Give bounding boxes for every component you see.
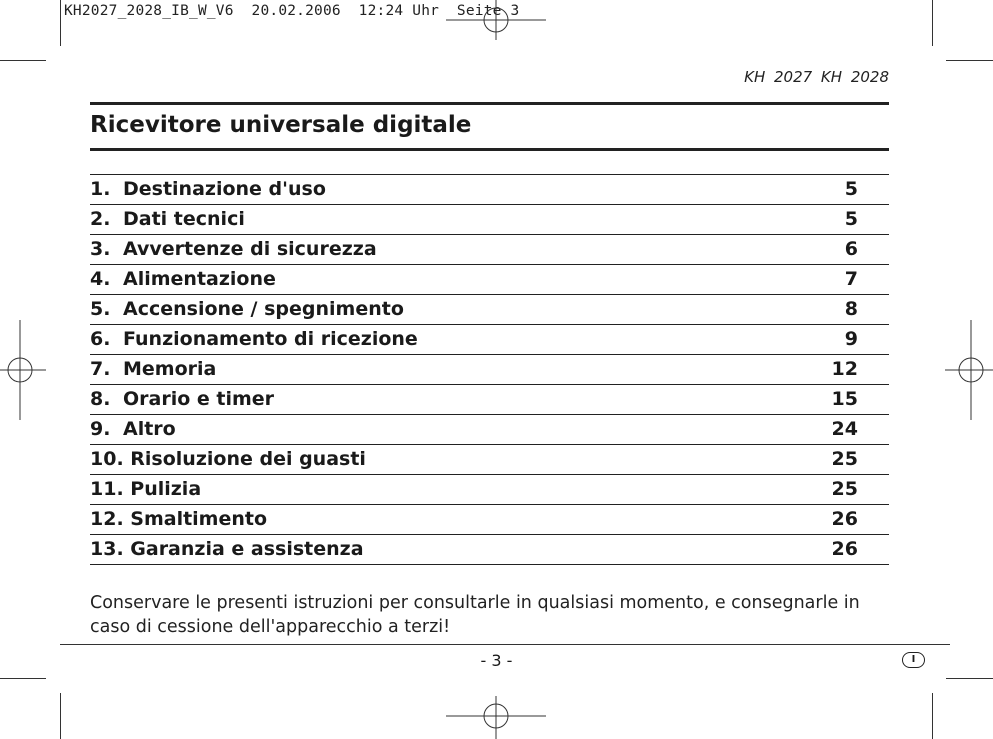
language-badge: I xyxy=(902,652,925,668)
toc-number: 9. xyxy=(90,418,111,440)
registration-mark-bottom xyxy=(446,696,546,739)
toc-page: 24 xyxy=(831,418,858,440)
toc-label: Dati tecnici xyxy=(123,208,245,230)
toc-label: Avvertenze di sicurezza xyxy=(123,238,377,260)
footer-rule xyxy=(60,644,950,645)
toc-row[interactable] xyxy=(90,384,889,414)
toc-page: 26 xyxy=(831,538,858,560)
toc-label: Alimentazione xyxy=(123,268,276,290)
toc-row[interactable] xyxy=(90,534,889,565)
toc-label: 10. Risoluzione dei guasti xyxy=(90,448,366,470)
toc-page: 6 xyxy=(844,238,858,260)
crop-mark-top-right-h xyxy=(946,60,993,61)
crop-mark-bottom-right-v xyxy=(932,693,933,739)
registration-mark-top xyxy=(446,0,546,40)
toc-page: 8 xyxy=(844,298,858,320)
toc-row[interactable] xyxy=(90,234,889,264)
toc-page: 25 xyxy=(831,448,858,470)
storage-note: Conservare le presenti istruzioni per consultarle in qualsiasi momento, e consegnarle in caso di cessione dell'apparecchio a terzi! xyxy=(90,593,860,637)
crop-mark-bottom-left-h xyxy=(0,678,46,679)
toc-number: 4. xyxy=(90,268,111,290)
toc-label: 11. Pulizia xyxy=(90,478,202,500)
toc-number: 6. xyxy=(90,328,111,350)
toc-row[interactable] xyxy=(90,474,889,504)
registration-mark-left xyxy=(0,320,46,420)
toc-label: 13. Garanzia e assistenza xyxy=(90,538,364,560)
registration-mark-right xyxy=(945,320,993,420)
toc-label: Accensione / spegnimento xyxy=(123,298,404,320)
toc-label: Destinazione d'uso xyxy=(123,178,326,200)
crop-mark-bottom-left-v xyxy=(60,693,61,739)
toc-number: 7. xyxy=(90,358,111,380)
toc-page: 15 xyxy=(831,388,858,410)
toc-page: 25 xyxy=(831,478,858,500)
toc-page: 5 xyxy=(844,178,858,200)
toc-row[interactable] xyxy=(90,444,889,474)
toc-page: 12 xyxy=(831,358,858,380)
model-header: KH 2027 KH 2028 xyxy=(744,68,889,86)
toc-label: Altro xyxy=(123,418,176,440)
toc-label: Orario e timer xyxy=(123,388,275,410)
crop-mark-top-right-v xyxy=(932,0,933,46)
toc-row[interactable] xyxy=(90,204,889,234)
toc-number: 5. xyxy=(90,298,111,320)
toc-page: 9 xyxy=(844,328,858,350)
toc-label: Funzionamento di ricezione xyxy=(123,328,418,350)
toc-number: 2. xyxy=(90,208,111,230)
crop-mark-top-left-h xyxy=(0,60,46,61)
toc-row[interactable] xyxy=(90,414,889,444)
toc-row[interactable] xyxy=(90,354,889,384)
print-slug: KH2027_2028_IB_W_V6 20.02.2006 12:24 Uhr Seite 3 xyxy=(64,3,520,19)
toc-row[interactable] xyxy=(90,174,889,204)
toc-row[interactable] xyxy=(90,324,889,354)
title-rule-top xyxy=(90,102,889,105)
toc-number: 8. xyxy=(90,388,111,410)
toc-page: 7 xyxy=(844,268,858,290)
toc-number: 3. xyxy=(90,238,111,260)
title-rule-bottom xyxy=(90,148,889,151)
table-of-contents xyxy=(90,174,889,565)
page-title: Ricevitore universale digitale xyxy=(90,112,472,138)
toc-label: Memoria xyxy=(123,358,217,380)
toc-row[interactable] xyxy=(90,294,889,324)
toc-row[interactable] xyxy=(90,504,889,534)
page-number: - 3 - xyxy=(480,651,513,670)
toc-page: 5 xyxy=(844,208,858,230)
toc-page: 26 xyxy=(831,508,858,530)
toc-number: 1. xyxy=(90,178,111,200)
crop-mark-bottom-right-h xyxy=(946,678,993,679)
crop-mark-top-left-v xyxy=(60,0,61,46)
toc-label: 12. Smaltimento xyxy=(90,508,268,530)
toc-row[interactable] xyxy=(90,264,889,294)
